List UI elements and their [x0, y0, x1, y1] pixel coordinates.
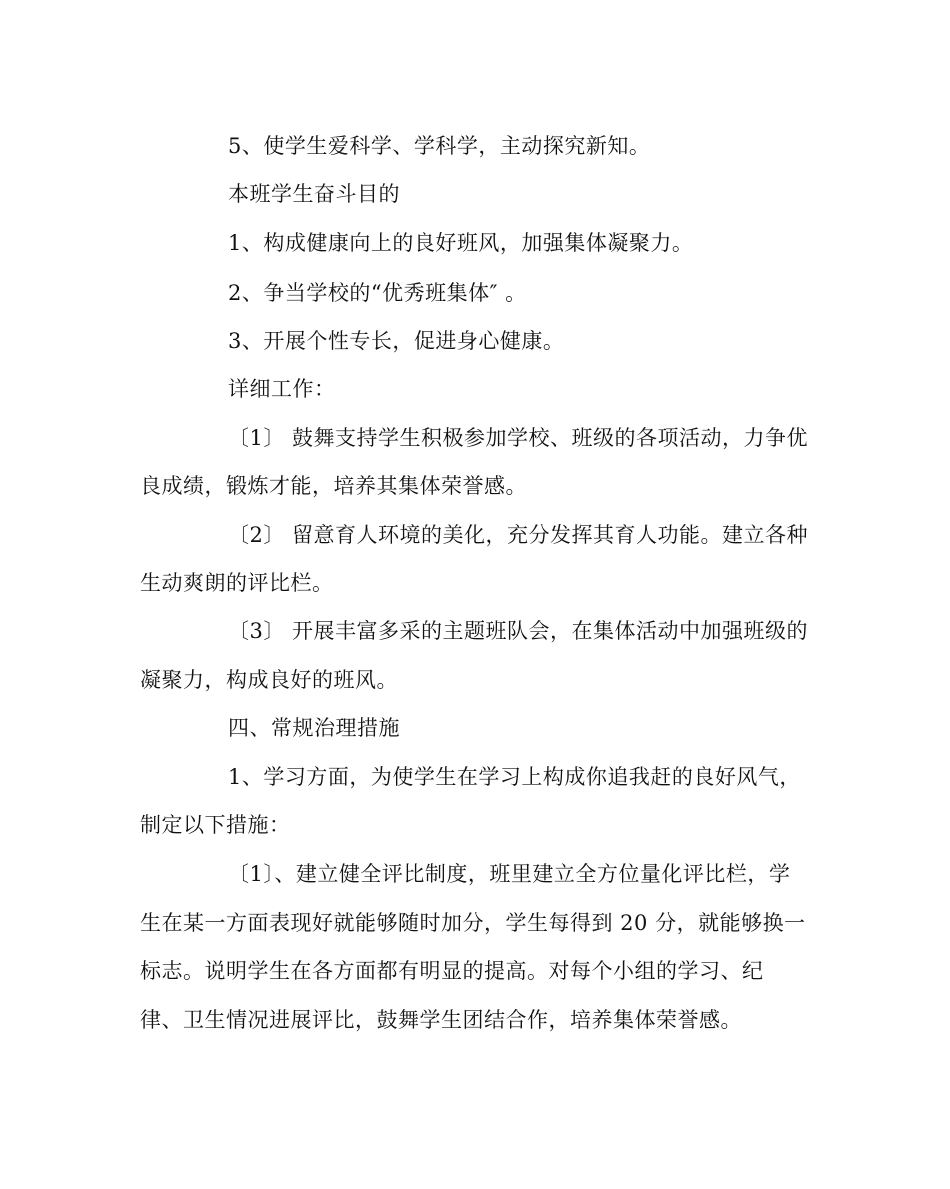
text-line-class-goal-3: 3、开展个性专长，促进身心健康。 — [228, 329, 565, 353]
text-line-work-3-a: 〔3〕 开展丰富多采的主题班队会，在集体活动中加强班级的 — [228, 619, 809, 643]
text-line-measure-1-a: 〔1〕、建立健全评比制度，班里建立全方位量化评比栏，学 — [228, 862, 791, 886]
text-line-class-goal-1: 1、构成健康向上的良好班风，加强集体凝聚力。 — [228, 231, 694, 255]
text-line-study-a: 1、学习方面，为使学生在学习上构成你追我赶的良好风气， — [228, 765, 801, 789]
text-line-heading-routine-measures: 四、常规治理措施 — [228, 716, 400, 740]
text-line-measure-1-d: 律、卫生情况进展评比，鼓舞学生团结合作，培养集体荣誉感。 — [140, 1008, 742, 1032]
text-line-work-2-a: 〔2〕 留意育人环境的美化，充分发挥其育人功能。建立各种 — [228, 523, 809, 547]
text-line-work-1-b: 良成绩，锻炼才能，培养其集体荣誉感。 — [140, 474, 527, 498]
text-line-work-1-a: 〔1〕 鼓舞支持学生积极参加学校、班级的各项活动，力争优 — [228, 426, 809, 450]
text-line-goal-5: 5、使学生爱科学、学科学，主动探究新知。 — [228, 134, 651, 158]
text-line-work-3-b: 凝聚力，构成良好的班风。 — [140, 668, 398, 692]
text-line-study-b: 制定以下措施： — [140, 813, 291, 837]
text-line-measure-1-b: 生在某一方面表现好就能够随时加分，学生每得到 20 分，就能够换一 — [140, 911, 806, 935]
text-line-measure-1-c: 标志。说明学生在各方面都有明显的提高。对每个小组的学习、纪 — [140, 959, 764, 983]
text-line-heading-detailed-work: 详细工作： — [228, 377, 336, 401]
text-line-class-goal-2: 2、争当学校的“优秀班集体″ 。 — [228, 281, 527, 305]
text-line-heading-class-goals: 本班学生奋斗目的 — [228, 182, 400, 206]
text-line-work-2-b: 生动爽朗的评比栏。 — [140, 571, 334, 595]
